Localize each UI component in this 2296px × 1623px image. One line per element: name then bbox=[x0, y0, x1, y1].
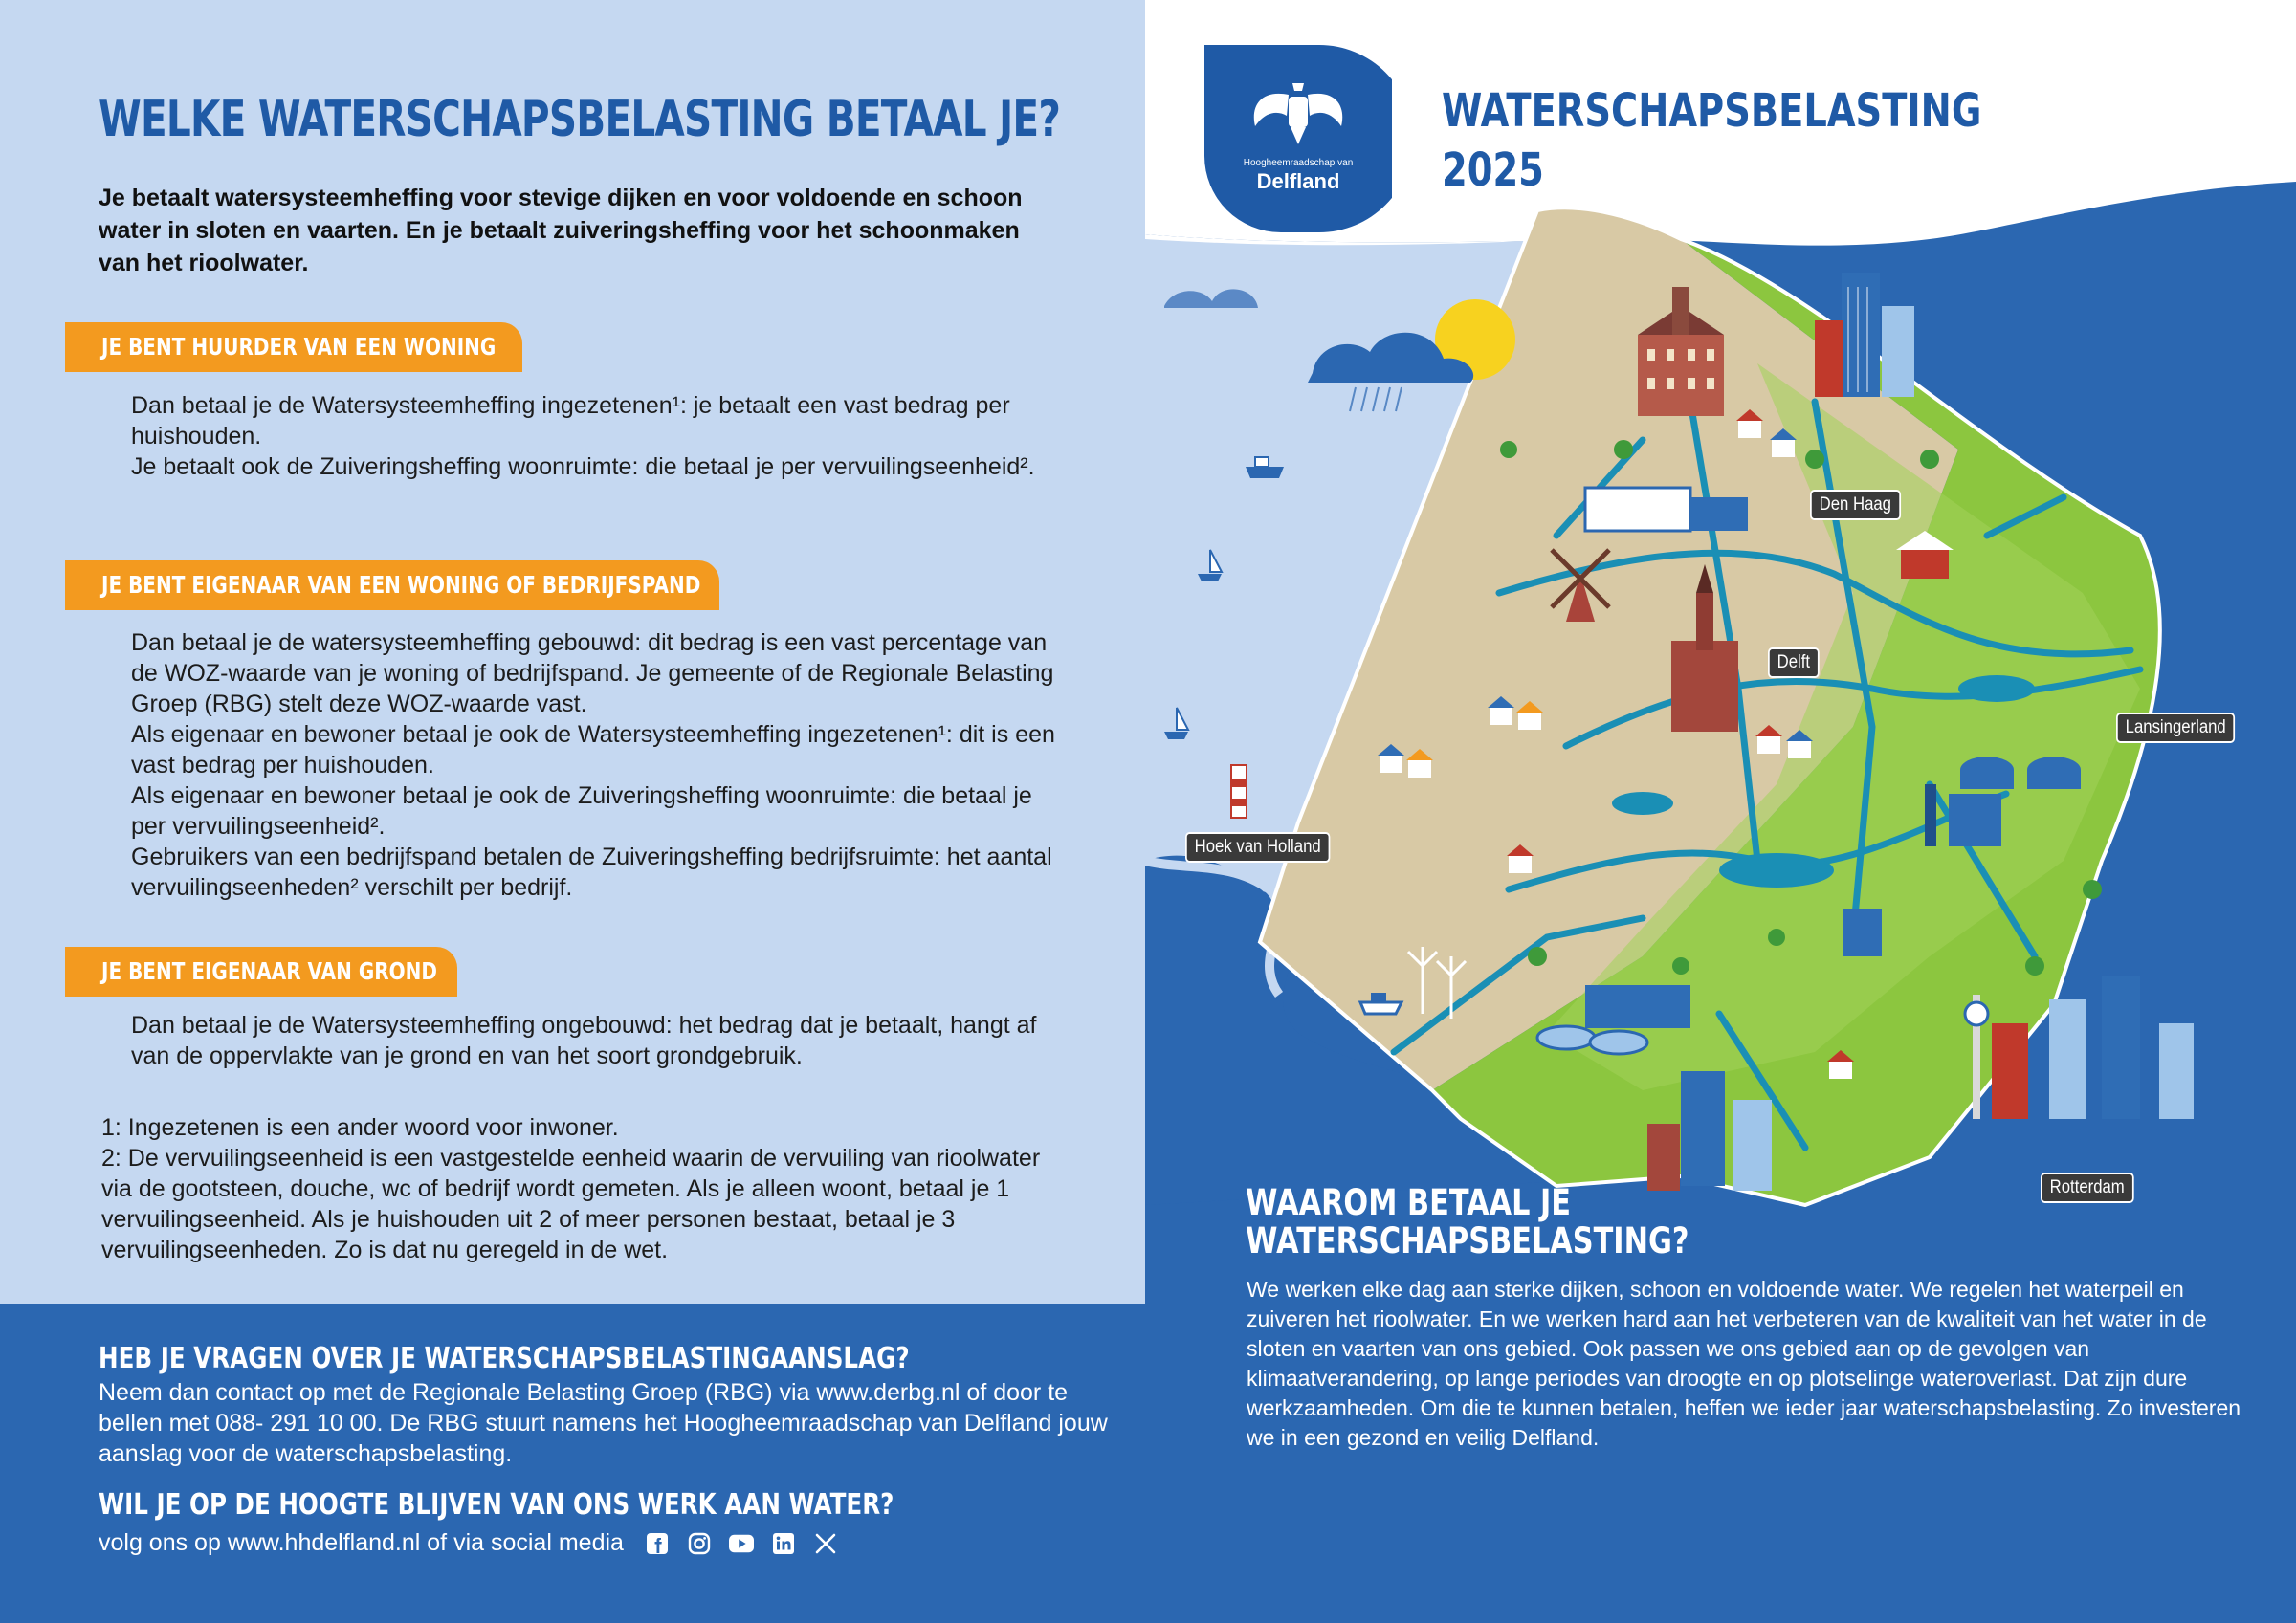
logo-line2: Delfland bbox=[1256, 169, 1340, 193]
city-label-delft: Delft bbox=[1768, 647, 1820, 678]
section-heading-eigenaar-woning: JE BENT EIGENAAR VAN EEN WONING OF BEDRIJFSPAND bbox=[65, 560, 719, 610]
youtube-icon[interactable] bbox=[729, 1531, 754, 1556]
logo-line1: Hoogheemraadschap van bbox=[1243, 158, 1354, 168]
footnote-1: 1: Ingezetenen is een ander woord voor inwoner. bbox=[101, 1114, 619, 1141]
left-panel bbox=[0, 0, 1145, 1623]
footnotes bbox=[101, 1112, 1049, 1265]
linkedin-icon[interactable] bbox=[771, 1531, 796, 1556]
follow-text[interactable]: volg ons op www.hhdelfland.nl of via social media bbox=[99, 1529, 624, 1556]
intro-text: Je betaalt watersysteemheffing voor stevige dijken en voor voldoende en schoon water in sloten en vaarten. En je betaalt zuiveringsheffing voor het schoonmaken van het rioolwater. bbox=[99, 185, 1023, 276]
section-heading-huurder: JE BENT HUURDER VAN EEN WONING bbox=[65, 322, 522, 372]
right-panel bbox=[1145, 0, 2296, 1623]
section-text-huurder: Dan betaal je de Watersysteemheffing ingezetenen¹: je betaalt een vast bedrag per huishouden. Je betaalt ook de Zuiveringsheffing woonruimte: die betaal je per vervuilingseenheid². bbox=[131, 392, 1035, 480]
questions-text: Neem dan contact op met de Regionale Belasting Groep (RBG) via www.derbg.nl of door te bellen met 088- 291 10 00. De RBG stuurt namens het Hoogheemraadschap van Delfland jouw aanslag voor de waterschapsbelasting. bbox=[99, 1379, 1108, 1467]
social-icons bbox=[645, 1531, 838, 1556]
city-label-rotterdam: Rotterdam bbox=[2041, 1173, 2133, 1203]
why-text: We werken elke dag aan sterke dijken, schoon en voldoende water. We regelen het waterpeil en zuiveren het rioolwater. En we werken hard aan het verbeteren van de kwaliteit van het water in de sloten en vaarten van ons gebied. Ook passen we ons gebied aan op de gevolgen van klimaatverandering, op lange periodes van droogte en op plotselinge wateroverlast. Dat zijn dure werkzaamheden. Om die te kunnen betalen, heffen we ieder jaar waterschapsbelasting. Zo investeren we in een gezond en veilig Delfland. bbox=[1247, 1277, 2241, 1450]
section-heading-eigenaar-grond: JE BENT EIGENAAR VAN GROND bbox=[65, 947, 457, 997]
questions-heading: HEB JE VRAGEN OVER JE WATERSCHAPSBELASTINGAANSLAG? bbox=[99, 1342, 910, 1375]
delfland-logo[interactable] bbox=[1204, 45, 1392, 232]
instagram-icon[interactable] bbox=[687, 1531, 712, 1556]
why-heading: WAAROM BETAAL JE WATERSCHAPSBELASTING? bbox=[1246, 1182, 1689, 1261]
section-text-eigenaar-grond: Dan betaal je de Watersysteemheffing ongebouwd: het bedrag dat je betaalt, hangt af van de oppervlakte van je grond en van het soort grondgebruik. bbox=[131, 1012, 1037, 1069]
x-icon[interactable] bbox=[813, 1531, 838, 1556]
follow-heading: WIL JE OP DE HOOGTE BLIJVEN VAN ONS WERK AAN WATER? bbox=[99, 1488, 894, 1522]
brochure-title: WATERSCHAPSBELASTING 2025 bbox=[1442, 84, 1982, 197]
page-title: WELKE WATERSCHAPSBELASTING BETAAL JE? bbox=[99, 91, 1061, 148]
city-label-lansingerland: Lansingerland bbox=[2116, 713, 2235, 743]
city-label-hoek-van-holland: Hoek van Holland bbox=[1185, 832, 1330, 863]
left-content bbox=[0, 0, 1145, 1304]
left-footer bbox=[0, 1304, 1145, 1623]
facebook-icon[interactable] bbox=[645, 1531, 670, 1556]
section-text-eigenaar-woning: Dan betaal je de watersysteemheffing gebouwd: dit bedrag is een vast percentage van de WOZ-waarde van je woning of bedrijfspand. Je gemeente of de Regionale Belasting Groep (RBG) stelt deze WOZ-waarde vast. Als eigenaar en bewoner betaal je ook de Watersysteemheffing ingezetenen¹: dit is een vast bedrag per huishouden. Als eigenaar en bewoner betaal je ook de Zuiveringsheffing woonruimte: die betaal je per vervuilingseenheid². Gebruikers van een bedrijfspand betalen de Zuiveringsheffing bedrijfsruimte: het aantal vervuilingseenheden² verschilt per bedrijf. bbox=[131, 629, 1055, 901]
city-label-den-haag: Den Haag bbox=[1810, 490, 1901, 520]
footnote-2: 2: De vervuilingseenheid is een vastgestelde eenheid waarin de vervuiling van rioolwater via de gootsteen, douche, wc of bedrijf wordt gemeten. Als je alleen woont, betaal je 1 vervuilingseenheid. Als je huishouden uit 2 of meer personen bestaat, betaal je 3 vervuilingseenheden. Zo is dat nu geregeld in de wet. bbox=[101, 1145, 1041, 1263]
social-row bbox=[99, 1529, 838, 1557]
